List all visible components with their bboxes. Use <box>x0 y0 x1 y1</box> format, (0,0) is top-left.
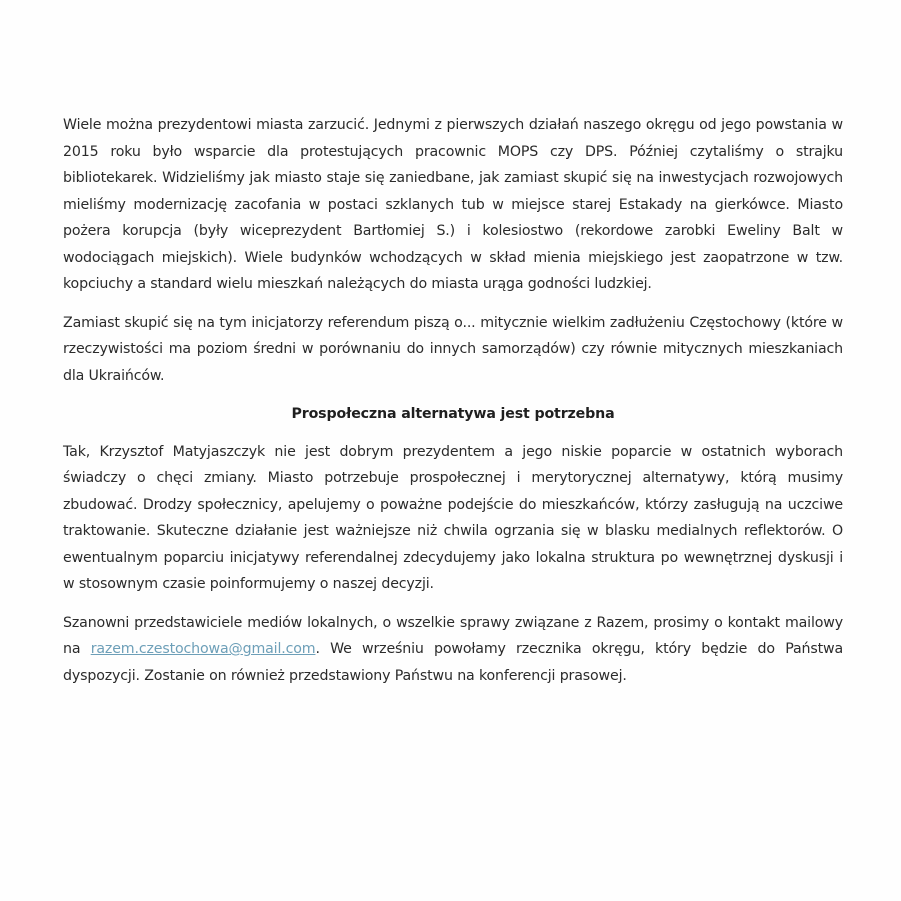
paragraph-media-contact <box>63 610 843 690</box>
media-contact-text-before: Szanowni przedstawiciele mediów lokalnych, o wszelkie sprawy związane z Razem, prosimy o kontakt mailowy na <box>63 614 843 657</box>
section-heading: Prospołeczna alternatywa jest potrzebna <box>291 406 615 422</box>
document-body <box>63 112 843 701</box>
media-contact-text-after: . We wrześniu powołamy rzecznika okręgu, który będzie do Państwa dyspozycji. Zostanie on również przedstawiony Państwu na konferencji prasowej. <box>63 641 844 684</box>
paragraph-alternative: Tak, Krzysztof Matyjaszczyk nie jest dobrym prezydentem a jego niskie poparcie w ostatnich wyborach świadczy o chęci zmiany. Miasto potrzebuje prospołecznej i merytorycznej alternatywy, którą musimy zbudować. Drodzy społecznicy, apelujemy o poważne podejście do mieszkańców, którzy zasługują na uczciwe traktowanie. Skuteczne działanie jest ważniejsze niż chwila ogrzania się w blasku medialnych reflektorów. O ewentualnym poparciu inicjatywy referendalnej zdecydujemy jako lokalna struktura po wewnętrznej dyskusji i w stosownym czasie poinformujemy o naszej decyzji. <box>63 443 843 592</box>
email-link[interactable]: razem.czestochowa@gmail.com <box>90 641 316 657</box>
paragraph-referendum: Zamiast skupić się na tym inicjatorzy referendum piszą o... mitycznie wielkim zadłużeniu Częstochowy (które w rzeczywistości ma poziom średni w porównaniu do innych samorządów) czy równie mitycznych mieszkaniach dla Ukraińców. <box>63 314 843 384</box>
paragraph-criticism: Wiele można prezydentowi miasta zarzucić. Jednymi z pierwszych działań naszego okręgu od jego powstania w 2015 roku było wsparcie dla protestujących pracownic MOPS czy DPS. Później czytaliśmy o strajku bibliotekarek. Widzieliśmy jak miasto staje się zaniedbane, jak zamiast skupić się na inwestycjach rozwojowych mieliśmy modernizację zacofania w postaci szklanych tub w miejsce starej Estakady na gierkówce. Miasto pożera korupcja (były wiceprezydent Bartłomiej S.) i kolesiostwo (rekordowe zarobki Eweliny Balt w wodociągach miejskich). Wiele budynków wchodzących w skład mienia miejskiego jest zaopatrzone w tzw. kopciuchy a standard wielu mieszkań należących do miasta urąga godności ludzkiej. <box>63 117 843 292</box>
